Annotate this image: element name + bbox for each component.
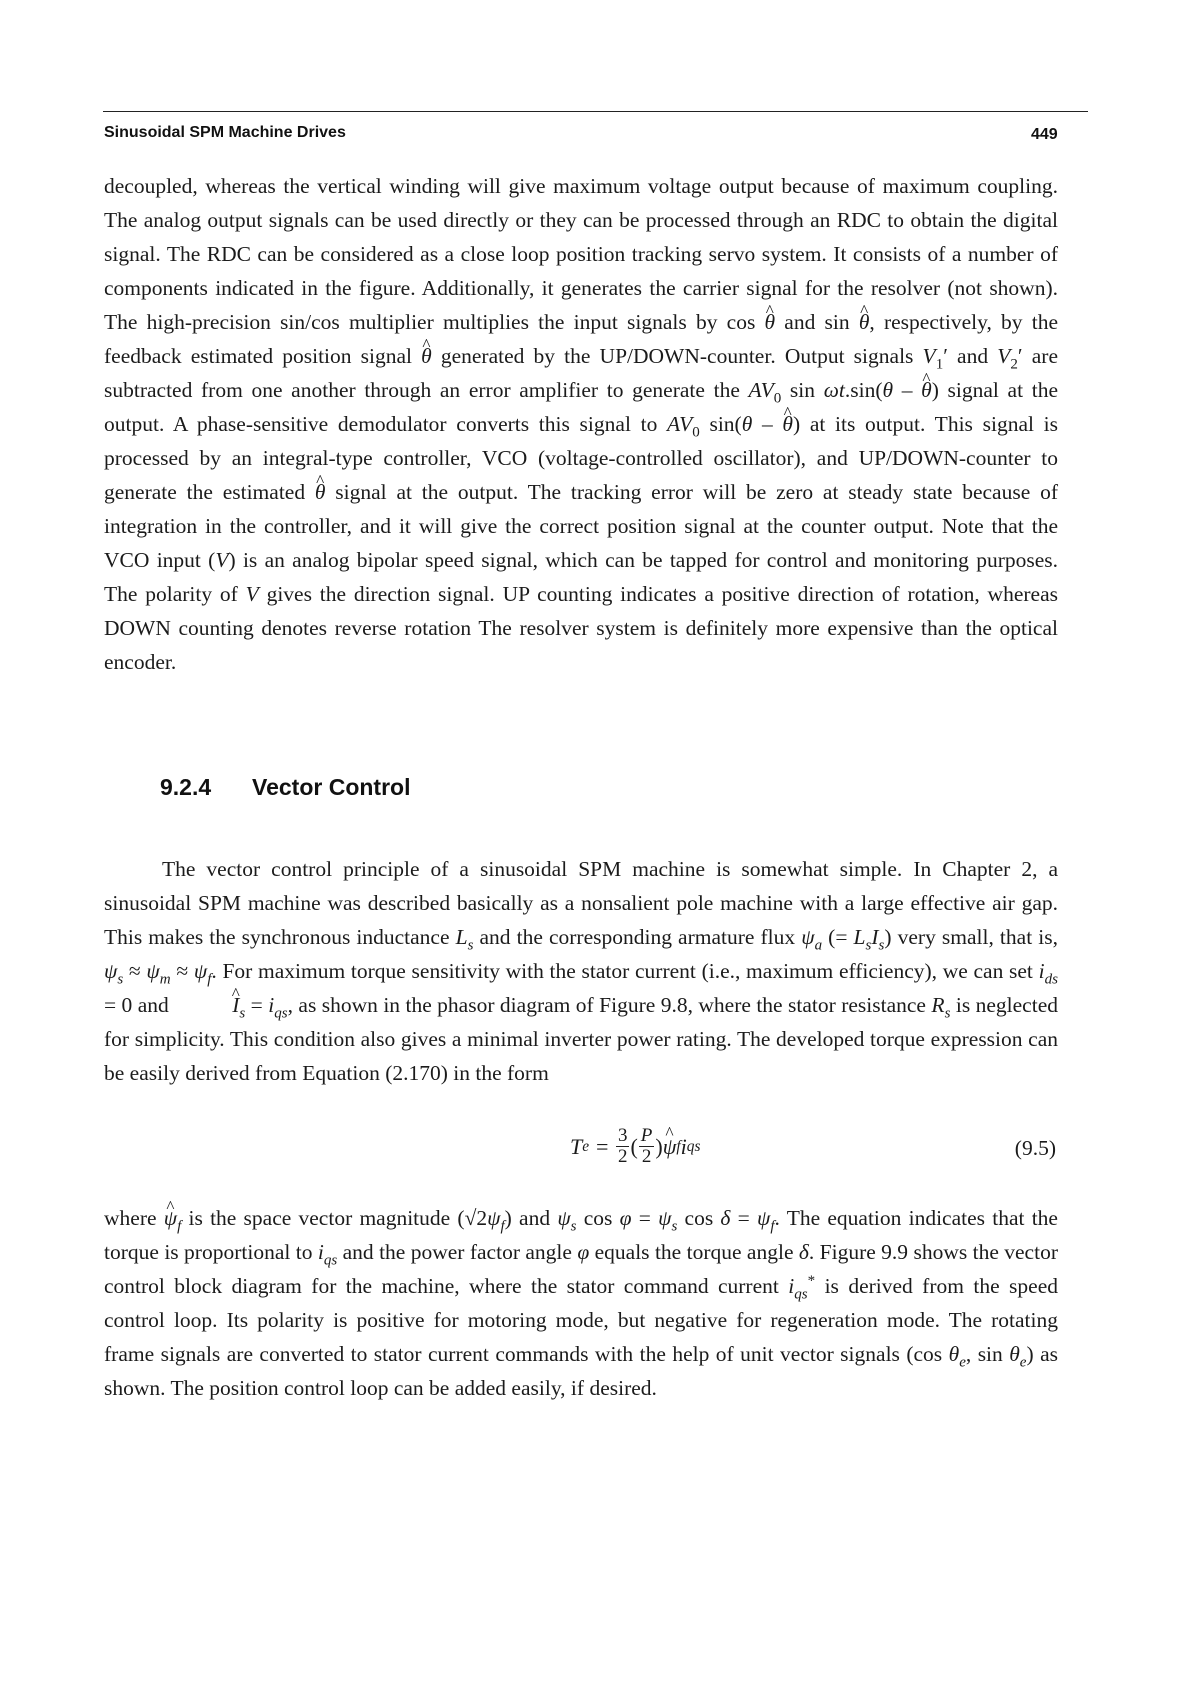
paragraph-torque-explanation: where ^ $\psi_f$ is the space vector magnitude $(√2\psi_f)$ and $\psi_s$ $\cos \varphi = \psi_s$ $\cos \delta = \psi_f$. The equation indicates that the torque is proportional to $i_{qs}$ and the power factor angle φ equals the torque angle δ. Figure 9.9 shows the vector control block diagram for the machine, where the stator command current $i_{qs}^*$ is derived from the speed control loop. Its polarity is positive for motoring mode, but negative for regeneration mode. The rotating frame signals are converted to stator current commands with the help of unit vector signals (cos $\theta_e$, $\sin \theta_e$) as shown. The position control loop can be added easily, if desired. [104, 1201, 1058, 1405]
section-title: Vector Control [252, 774, 411, 800]
page-number: 449 [1031, 126, 1058, 143]
equation-block [104, 1122, 1058, 1186]
running-head: Sinusoidal SPM Machine Drives [104, 124, 346, 141]
paragraph-vector-control-principle: The vector control principle of a sinusoidal SPM machine is somewhat simple. In Chapter 2, a sinusoidal SPM machine was described basically as a nonsalient pole machine with a large effective air gap. This makes the synchronous inductance $L_s$ and the corresponding armature flux $\psi_a$ (= $L_sI_s$) very small, that is, $\psi_s \approx \psi_m \approx \psi_f$. For maximum torque sensitivity with the stator current (i.e., maximum efficiency), we can set $i_{ds} = 0$ and ^ $I_s = i_{qs}$, as shown in the phasor diagram of Figure 9.8, where the stator resistance $R_s$ is neglected for simplicity. This condition also gives a minimal inverter power rating. The developed torque expression can be easily derived from Equation (2.170) in the form [104, 852, 1058, 1090]
equation-number: (9.5) [1014, 1136, 1056, 1160]
section-number: 9.2.4 [160, 774, 212, 800]
paragraph-resolver-description: decoupled, whereas the vertical winding will give maximum voltage output because of maximum coupling. The analog output signals can be used directly or they can be processed through an RDC to obtain the digital signal. The RDC can be considered as a close loop position tracking servo system. It consists of a number of components indicated in the figure. Additionally, it generates the carrier signal for the resolver (not shown). The high-precision sin/cos multiplier multiplies the input signals by cos ^ θ and sin ^ θ, respectively, by the feedback estimated position signal ^ θ generated by the UP/DOWN-counter. Output signals $V_1'$ and $V_2'$ are subtracted from one another through an error amplifier to generate the $AV_0$ sin ωt.sin(θ – ^ θ) signal at the output. A phase-sensitive demodulator converts this signal to $AV_0$ sin(θ – ^ θ) at its output. This signal is processed by an integral-type controller, VCO (voltage-controlled oscillator), and UP/DOWN-counter to generate the estimated ^ θ signal at the output. The tracking error will be zero at steady state because of integration in the controller, and it will give the correct position signal at the counter output. Note that the VCO input (V) is an analog bipolar speed signal, which can be tapped for control and monitoring purposes. The polarity of V gives the direction signal. UP counting indicates a positive direction of rotation, whereas DOWN counting denotes reverse rotation The resolver system is definitely more expensive than the optical encoder. [104, 169, 1058, 679]
header-rule [103, 111, 1088, 112]
torque-equation: T e = $\frac{3}{2}$ ( $\frac{P}{2}$ ) ^ ψ f i qs [570, 1126, 700, 1167]
section-heading [160, 774, 410, 801]
